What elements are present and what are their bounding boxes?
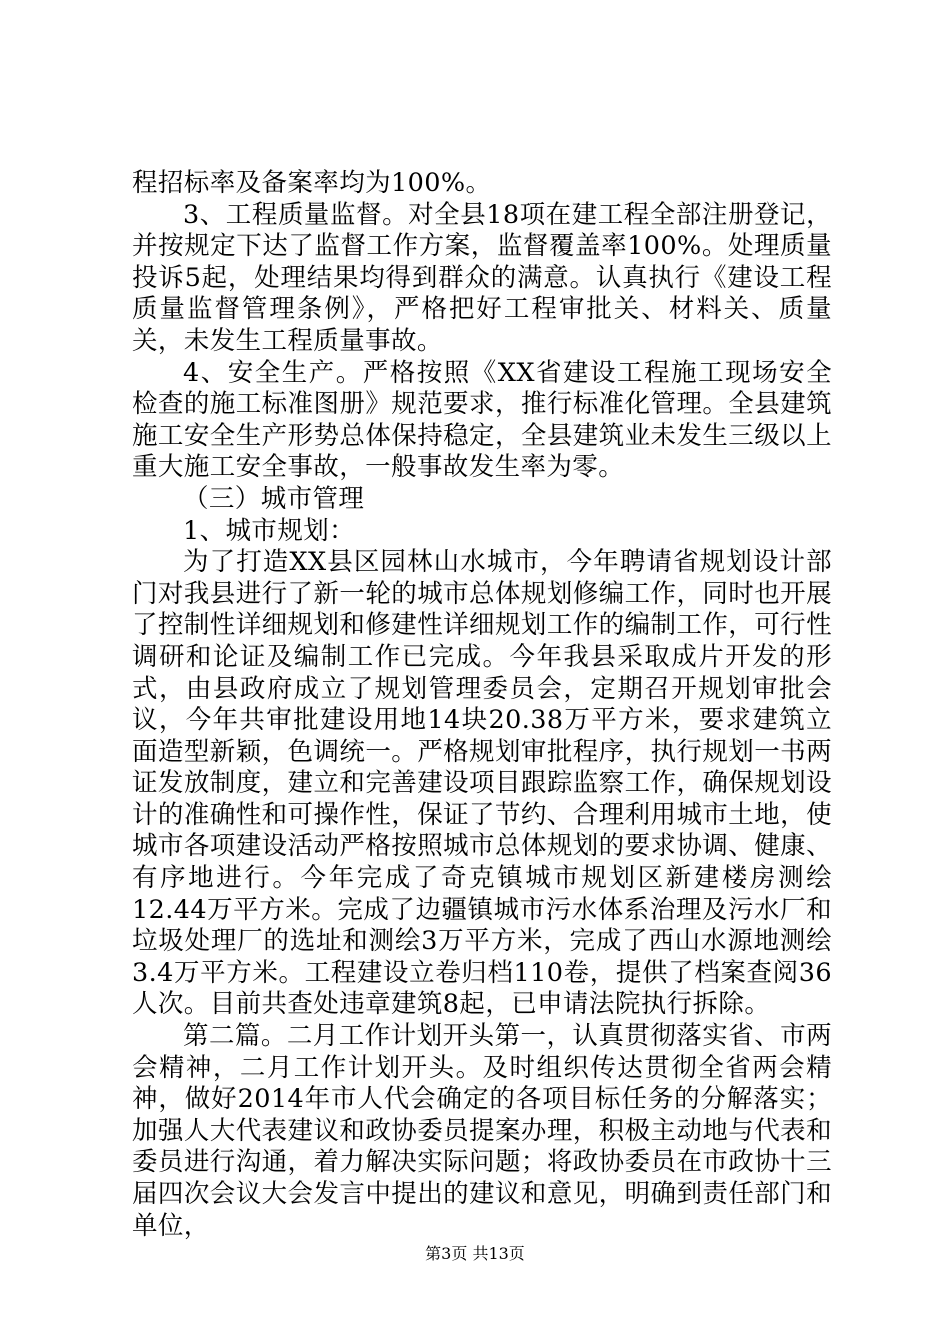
paragraph-3: 4、安全生产。严格按照《XX省建设工程施工现场安全检查的施工标准图册》规范要求，推行标准化管理。全县建筑施工安全生产形势总体保持稳定，全县建筑业未发生三级以上重大施工安全事故，一般事故发生率为零。 — [132, 357, 832, 483]
paragraph-2: 3、工程质量监督。对全县18项在建工程全部注册登记，并按规定下达了监督工作方案，监督覆盖率100%。处理质量投诉5起，处理结果均得到群众的满意。认真执行《建设工程质量监督管理条例》，严格把好工程审批关、材料关、质量关，未发生工程质量事故。 — [132, 199, 832, 356]
document-body — [132, 168, 832, 1242]
page-number: 第3页 共13页 — [425, 1244, 525, 1263]
page-footer — [0, 1243, 950, 1265]
paragraph-1: 程招标率及备案率均为100%。 — [132, 168, 492, 198]
section-heading: （三）城市管理 — [183, 483, 365, 514]
subsection-heading: 1、城市规划： — [183, 515, 356, 546]
paragraph-7: 第二篇。二月工作计划开头第一，认真贯彻落实省、市两会精神，二月工作计划开头。及时组织传达贯彻全省两会精神，做好2014年市人代会确定的各项目标任务的分解落实；加强人大代表建议和政协委员提案办理，积极主动地与代表和委员进行沟通，着力解决实际问题；将政协委员在市政协十三届四次会议大会发言中提出的建议和意见，明确到责任部门和单位， — [132, 1021, 832, 1241]
paragraph-6: 为了打造XX县区园林山水城市，今年聘请省规划设计部门对我县进行了新一轮的城市总体规划修编工作，同时也开展了控制性详细规划和修建性详细规划工作的编制工作，可行性调研和论证及编制工作已完成。今年我县采取成片开发的形式，由县政府成立了规划管理委员会，定期召开规划审批会议，今年共审批建设用地14块20.38万平方米，要求建筑立面造型新颖，色调统一。严格规划审批程序，执行规划一书两证发放制度，建立和完善建设项目跟踪监察工作，确保规划设计的准确性和可操作性，保证了节约、合理利用城市土地，使城市各项建设活动严格按照城市总体规划的要求协调、健康、有序地进行。今年完成了奇克镇城市规划区新建楼房测绘12.44万平方米。完成了边疆镇城市污水体系治理及污水厂和垃圾处理厂的选址和测绘3万平方米，完成了西山水源地测绘3.4万平方米。工程建设立卷归档110卷，提供了档案查阅36人次。目前共查处违章建筑8起，已申请法院执行拆除。 — [132, 547, 832, 1020]
